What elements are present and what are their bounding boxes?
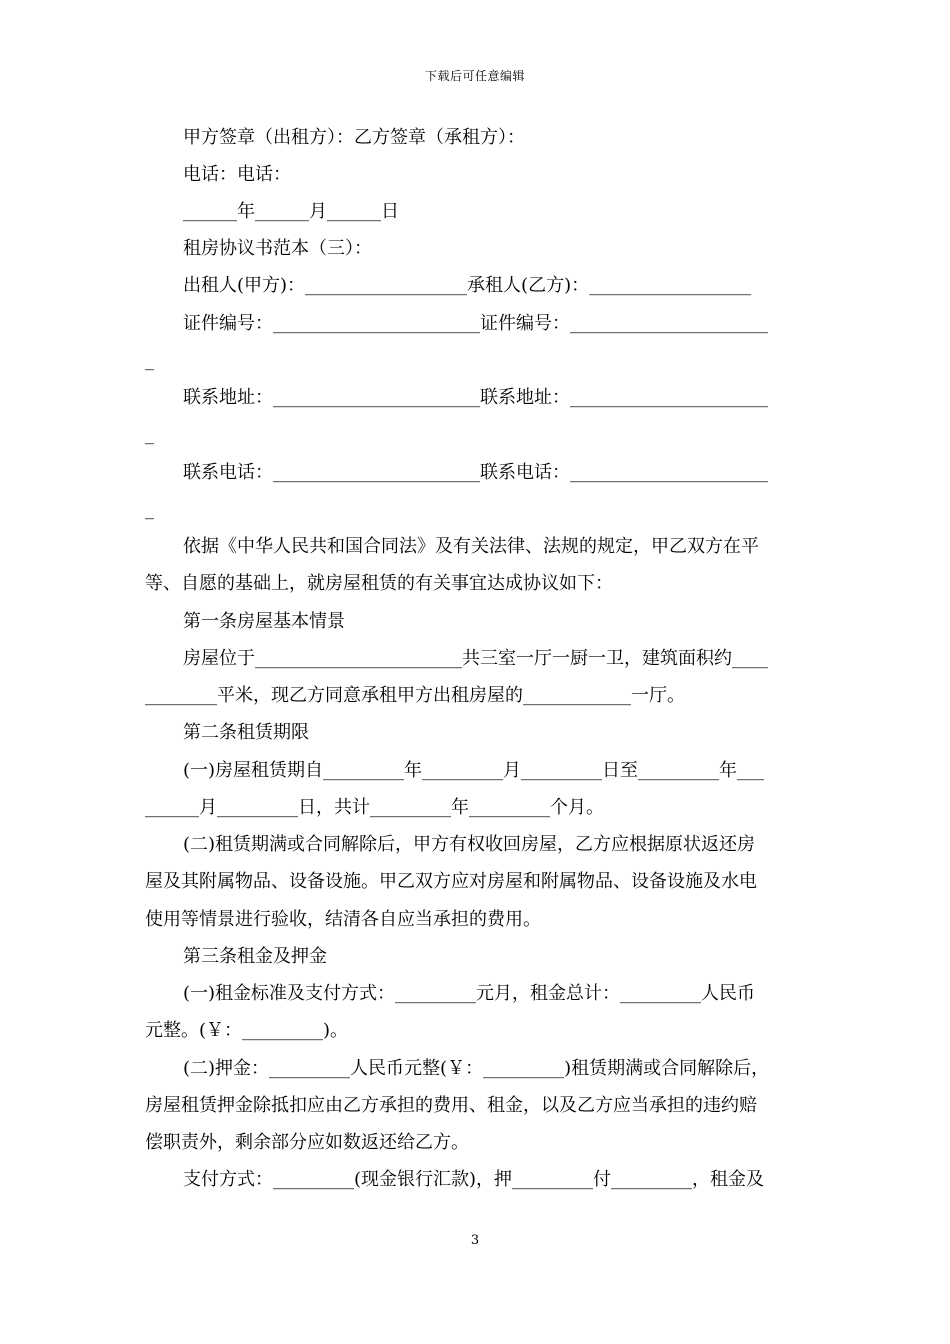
- text-line: ______年______月______日: [183, 201, 399, 222]
- text-line: _: [145, 424, 154, 445]
- text-line: (一)租金标准及支付方式：_________元月，租金总计：_________人民币: [183, 983, 756, 1004]
- text-line: _: [145, 499, 154, 520]
- text-line: 租房协议书范本（三）：: [183, 238, 372, 259]
- text-line: 房屋位于_______________________共三室一厅一厨一卫，建筑面积约____: [183, 648, 768, 669]
- text-line: 屋及其附属物品、设备设施。甲乙双方应对房屋和附属物品、设备设施及水电: [145, 871, 757, 892]
- text-line: (二)租赁期满或合同解除后，甲方有权收回房屋，乙方应根据原状返还房: [183, 834, 756, 855]
- text-line: (一)房屋租赁期自_________年_________月_________日至_________年___: [183, 760, 765, 781]
- text-line: 联系地址：_______________________联系地址：______________________: [183, 387, 768, 408]
- text-line: 依据《中华人民共和国合同法》及有关法律、法规的规定，甲乙双方在平: [183, 536, 759, 557]
- text-line: 房屋租赁押金除抵扣应由乙方承担的费用、租金，以及乙方应当承担的违约赔: [145, 1095, 757, 1116]
- text-line: 元整。(￥：_________)。: [145, 1020, 349, 1041]
- text-line: ______月_________日，共计_________年_________个月。: [145, 797, 604, 818]
- text-line: 联系电话：_______________________联系电话：______________________: [183, 462, 768, 483]
- text-line: 偿职责外，剩余部分应如数返还给乙方。: [145, 1132, 469, 1153]
- text-line: 第三条租金及押金: [183, 946, 327, 967]
- text-line: 出租人(甲方)：__________________承租人(乙方)：__________________: [183, 275, 752, 296]
- text-line: 第一条房屋基本情景: [183, 611, 345, 632]
- text-line: 第二条租赁期限: [183, 722, 309, 743]
- text-line: 支付方式：_________(现金银行汇款)，押_________付_________，租金及: [183, 1169, 765, 1190]
- page-header: 下载后可任意编辑: [424, 69, 525, 83]
- text-line: ________平米，现乙方同意承租甲方出租房屋的____________一厅。: [145, 685, 685, 706]
- text-line: 甲方签章（出租方）：乙方签章（承租方）：: [183, 127, 525, 148]
- text-line: _: [145, 350, 154, 371]
- text-line: 使用等情景进行验收，结清各自应当承担的费用。: [145, 909, 541, 930]
- text-line: 电话：电话：: [183, 164, 291, 185]
- text-line: (二)押金：_________人民币元整(￥：_________)租赁期满或合同解除后，: [183, 1058, 770, 1079]
- text-line: 等、自愿的基础上，就房屋租赁的有关事宜达成协议如下：: [145, 573, 613, 594]
- text-line: 证件编号：_______________________证件编号：______________________: [183, 313, 768, 334]
- page-number: 3: [470, 1233, 480, 1248]
